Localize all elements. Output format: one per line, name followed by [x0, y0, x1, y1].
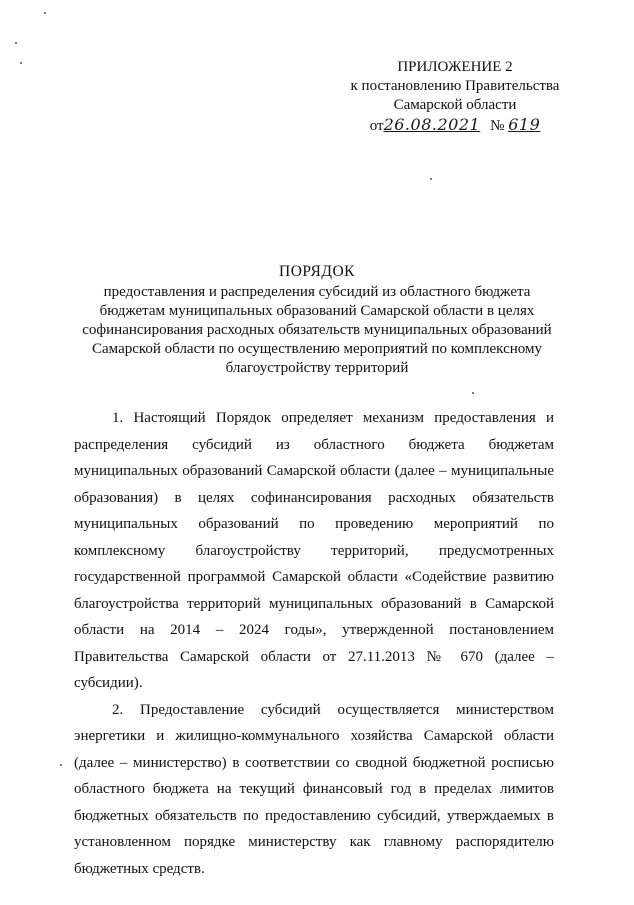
date-number-line	[340, 115, 570, 136]
scan-speck	[15, 42, 17, 44]
title-line: софинансирования расходных обязательств муниципальных образований	[82, 322, 552, 338]
date-prefix: от	[369, 118, 384, 134]
appendix-line-2: Самарской области	[393, 97, 517, 113]
paragraph-2: 2. Предоставление субсидий осуществляется министерством энергетики и жилищно-коммунального хозяйства Самарской области (далее – министерство) в соответствии со сводной бюджетной росписью областного бюджета на текущий финансовый год в пределах лимитов бюджетных обязательств по предоставлению субсидий, утверждаемых в установленном порядке министерству как главному распорядителю бюджетных средств.	[74, 701, 554, 877]
appendix-block	[340, 58, 570, 136]
scan-speck	[60, 764, 62, 766]
handwritten-number: 619	[508, 115, 541, 134]
appendix-line-1: к постановлению Правительства	[350, 78, 560, 94]
document-title	[60, 262, 574, 378]
paragraph-1: 1. Настоящий Порядок определяет механизм предоставления и распределения субсидий из областного бюджета бюджетам муниципальных образований Самарской области (далее – муниципальные образования) в целях софинансирования расходных обязательств муниципальных образований по проведению мероприятий по комплексному благоустройству территорий, предусмотренных государственной программой Самарской области «Содействие развитию благоустройства территорий муниципальных образований в Самарской области на 2014 – 2024 годы», утвержденной постановлением Правительства Самарской области от 27.11.2013 № 670 (далее – субсидии).	[74, 410, 554, 691]
title-line: Самарской области по осуществлению мероприятий по комплексному	[92, 341, 542, 357]
scan-speck	[472, 392, 474, 394]
scan-speck	[44, 12, 46, 14]
title-line: предоставления и распределения субсидий из областного бюджета	[103, 284, 531, 300]
number-label: №	[490, 118, 505, 134]
handwritten-date: 26.08.2021	[383, 115, 481, 134]
document-body	[74, 405, 554, 882]
scan-speck	[20, 62, 22, 64]
scan-speck	[430, 178, 432, 180]
title-line: бюджетам муниципальных образований Самарской области в целях	[99, 303, 535, 319]
title-line: благоустройству территорий	[225, 360, 409, 376]
appendix-title: ПРИЛОЖЕНИЕ 2	[397, 59, 513, 75]
title-heading: ПОРЯДОК	[279, 263, 355, 280]
